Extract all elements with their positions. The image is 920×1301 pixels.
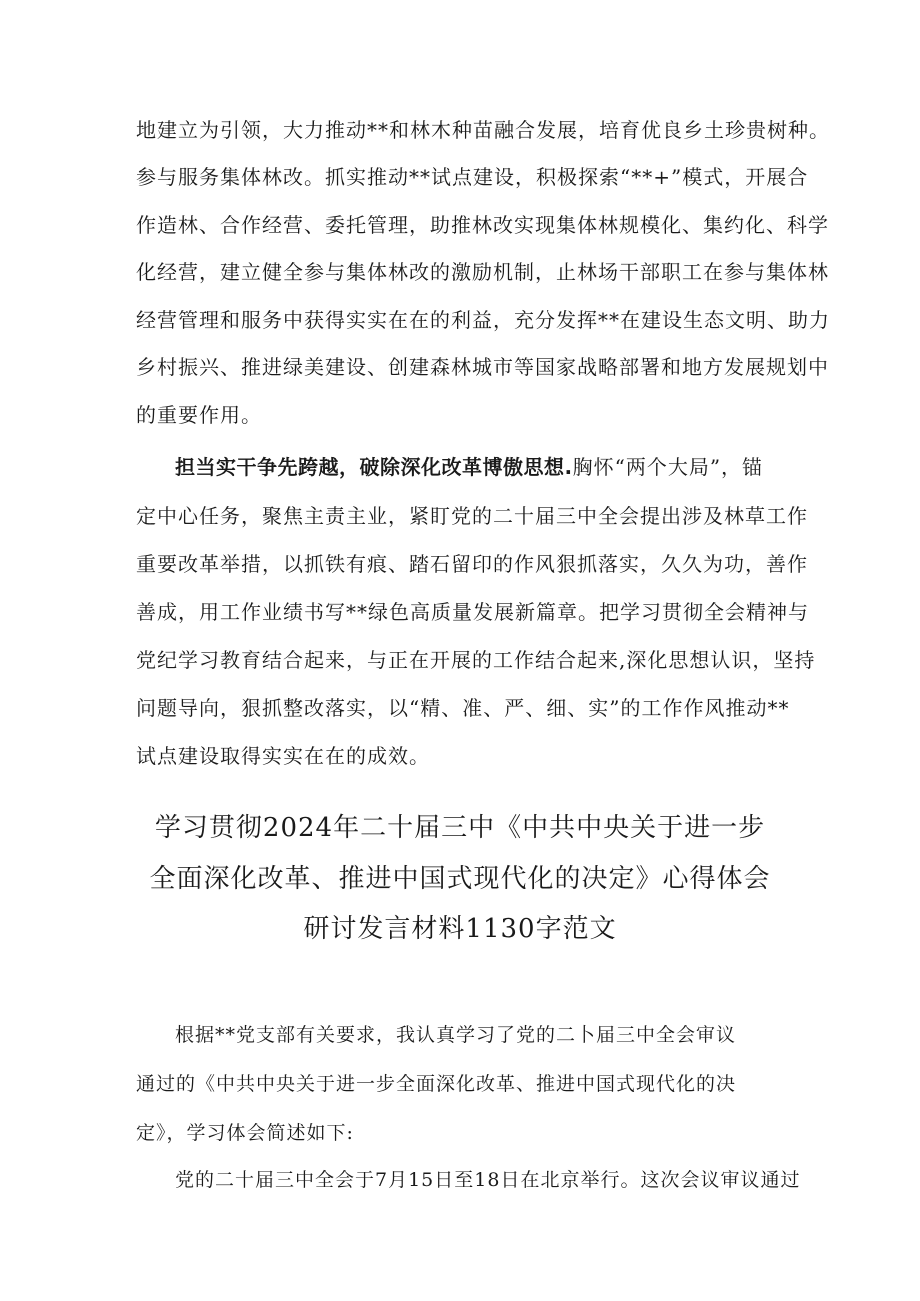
paragraph-line: 党的二十届三中全会于7月15日至18日在北京举行。这次会议审议通过 bbox=[175, 1169, 801, 1191]
paragraph-lead-heading: 担当实干争先跨越，破除深化改革博傲思想. bbox=[175, 455, 573, 479]
paragraph-line: 化经营，建立健全参与集体林改的激励机制，止林场干部职工在参与集体林 bbox=[136, 260, 829, 284]
paragraph-first-line bbox=[175, 455, 763, 479]
paragraph-line: 善成，用工作业绩书写**绿色高质量发展新篇章。把学习贯彻全会精神与 bbox=[136, 600, 809, 624]
paragraph-line: 经营管理和服务中获得实实在在的利益，充分发挥**在建设生态文明、助力 bbox=[136, 308, 830, 332]
paragraph-line: 定中心任务，聚焦主责主业，紧盯党的二十届三中全会提出涉及林草工作 bbox=[136, 504, 808, 528]
paragraph-lead-rest: 胸怀“两个大局”，锚 bbox=[572, 455, 764, 479]
paragraph-line: 的重要作用。 bbox=[136, 403, 262, 427]
paragraph-line: 问题导向，狠抓整改落实，以“精、准、严、细、实”的工作作风推动** bbox=[136, 696, 790, 720]
paragraph-line: 党纪学习教育结合起来，与正在开展的工作结合起来,深化思想认识，坚持 bbox=[136, 648, 816, 672]
paragraph-line: 定》，学习体会简述如下: bbox=[136, 1122, 354, 1144]
paragraph-line: 试点建设取得实实在在的成效。 bbox=[136, 744, 430, 768]
title-line: 全面深化改革、推进中国式现代化的决定》心得体会 bbox=[149, 864, 771, 894]
title-line: 研讨发言材料1130字范文 bbox=[303, 914, 617, 944]
paragraph-line: 通过的《中共中央关于进一步全面深化改革、推进中国式现代化的决 bbox=[136, 1073, 737, 1095]
paragraph-line: 重要改革举措，以抓铁有痕、踏石留印的作风狠抓落实，久久为功，善作 bbox=[136, 552, 808, 576]
paragraph-line: 作造林、合作经营、委托管理，助推林改实现集体林规模化、集约化、科学 bbox=[136, 213, 829, 237]
title-line: 学习贯彻2024年二十届三中《中共中央关于进一步 bbox=[154, 813, 766, 843]
paragraph-line: 参与服务集体林改。抓实推动**试点建设，积极探索“**+”模式，开展合 bbox=[136, 165, 809, 189]
paragraph-line: 地建立为引领，大力推动**和林木种苗融合发展，培育优良乡土珍贵树种。 bbox=[136, 118, 830, 142]
paragraph-line: 乡村振兴、推进绿美建设、创建森林城市等国家战略部署和地方发展规划中 bbox=[136, 355, 829, 379]
paragraph-line: 根据**党支部有关要求，我认真学习了党的二卜届三中全会审议 bbox=[175, 1024, 737, 1046]
